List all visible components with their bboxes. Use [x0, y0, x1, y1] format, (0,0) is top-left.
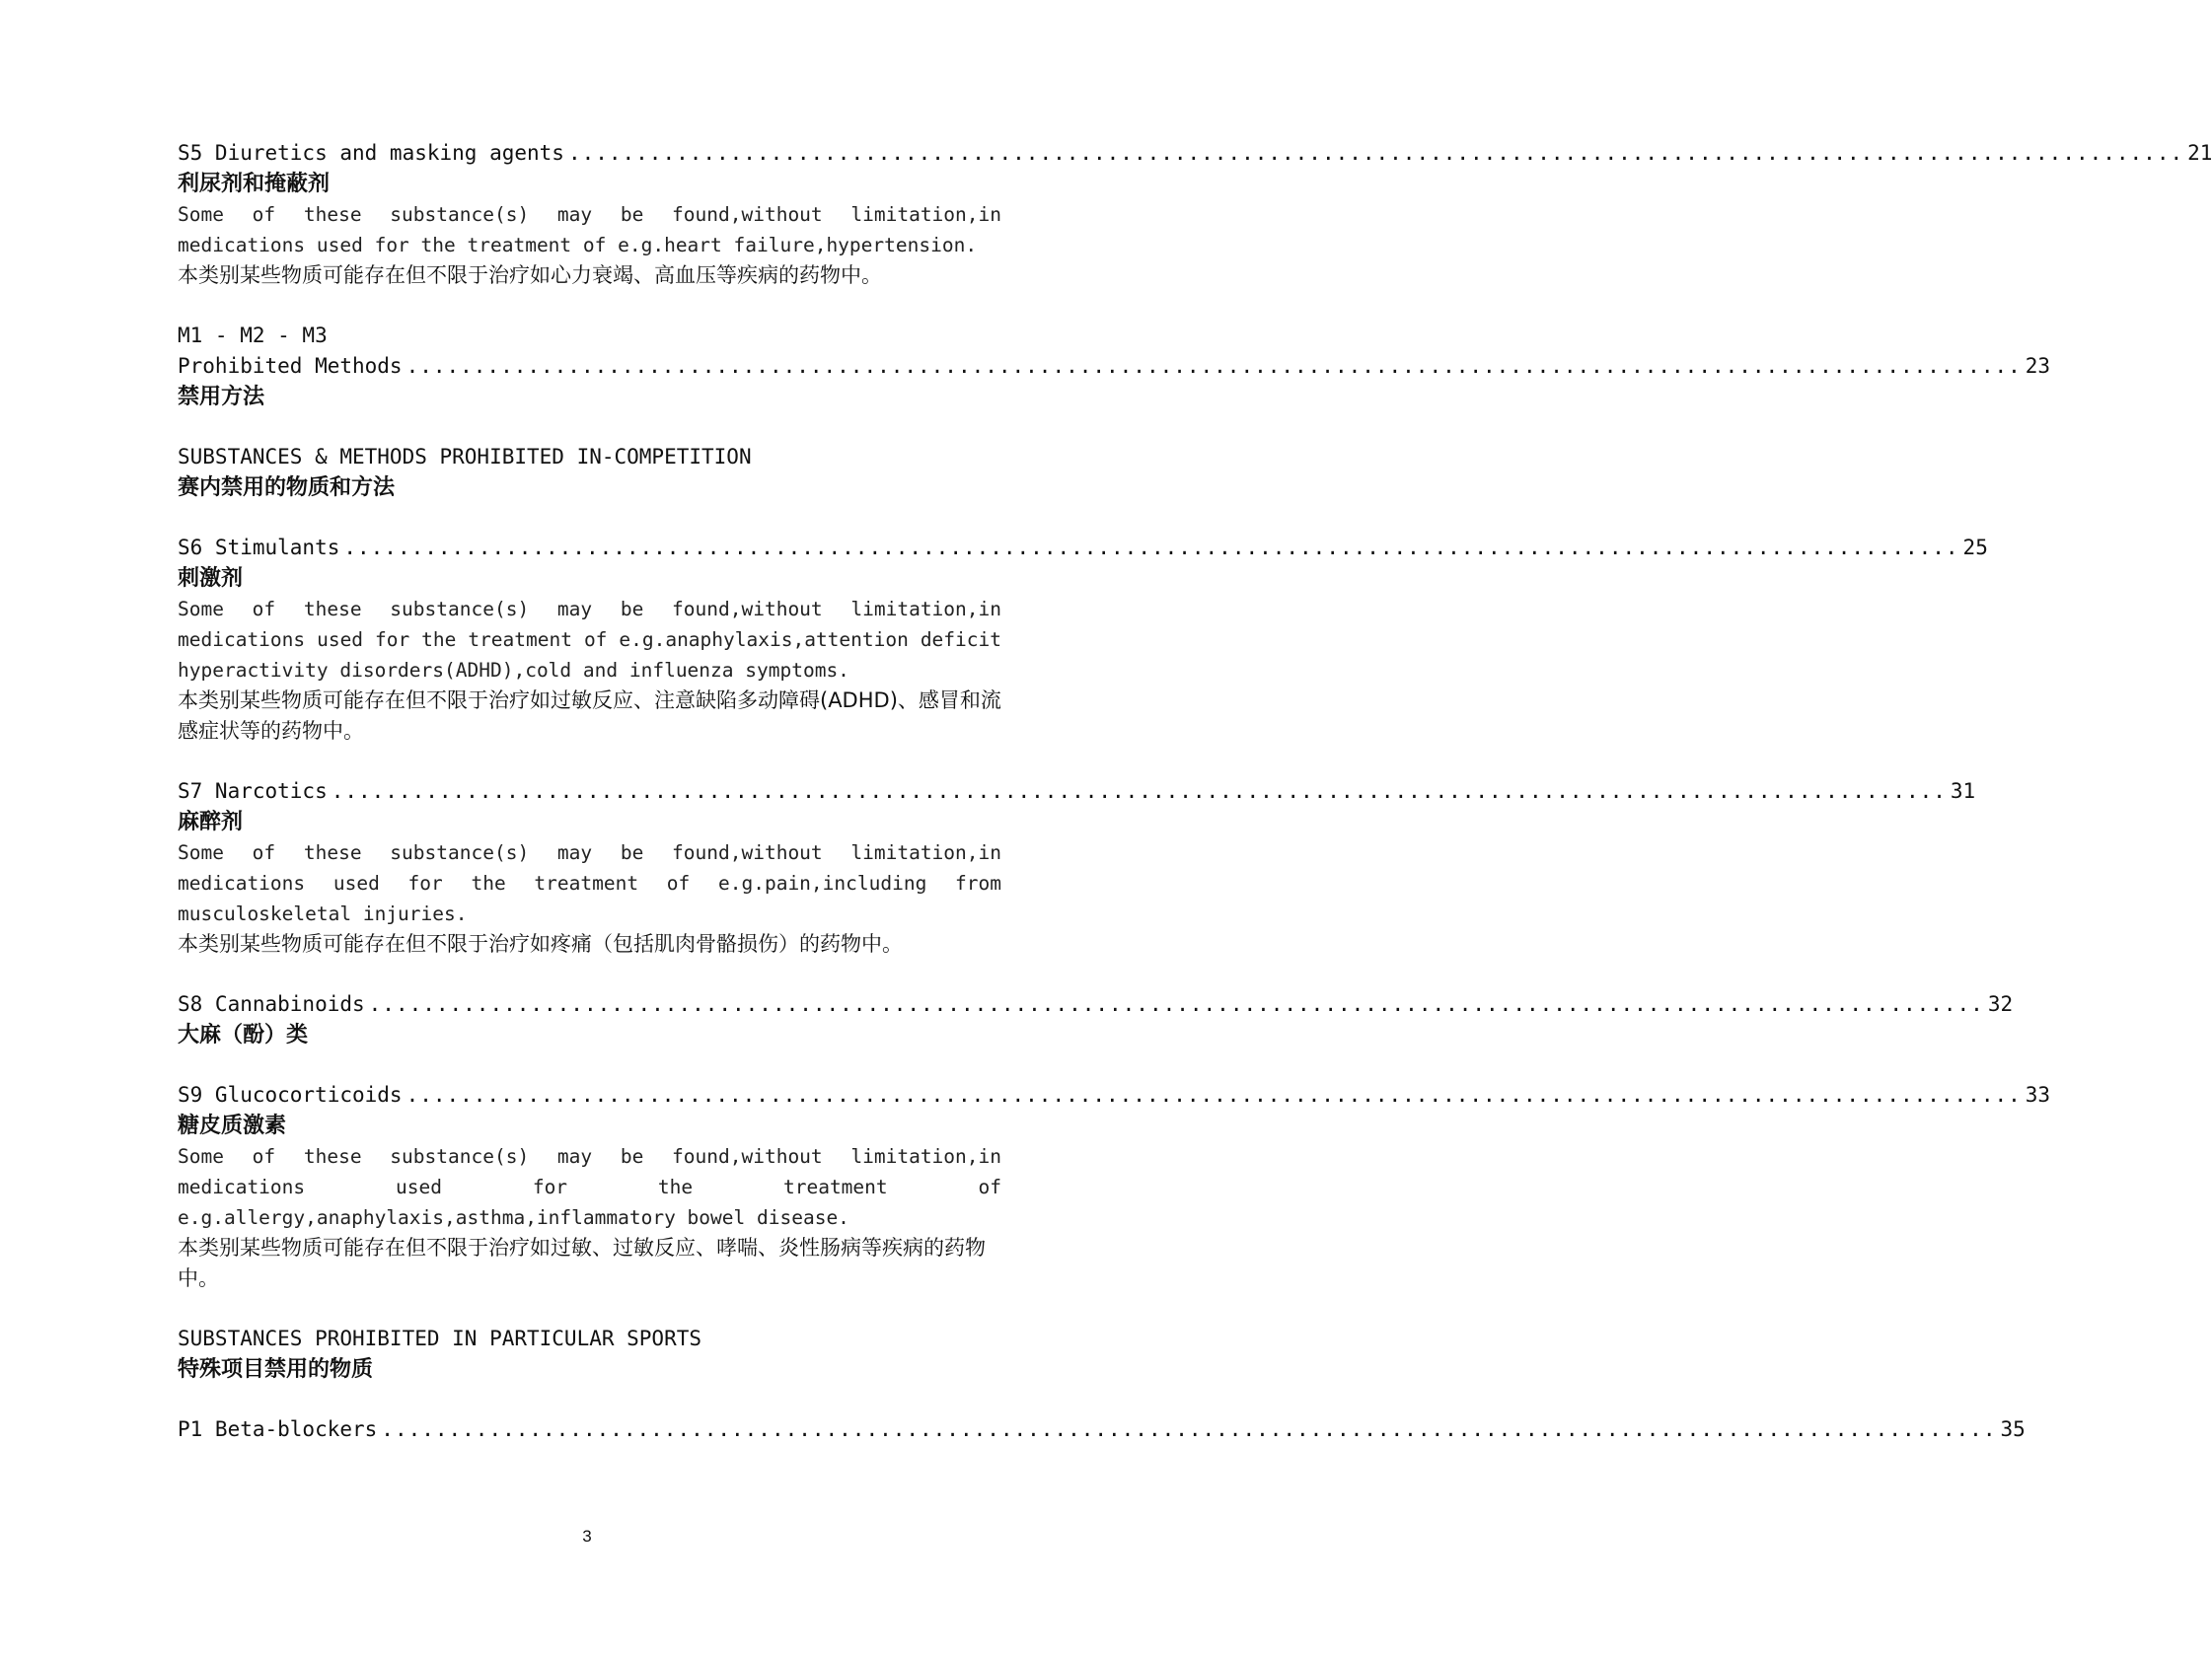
toc-page-number: 25 [1962, 536, 1988, 559]
toc-leader-dots: ........................................................................................................................ [406, 354, 2022, 378]
section-heading: SUBSTANCES PROHIBITED IN PARTICULAR SPORTS [178, 1327, 702, 1350]
toc-page-number: 35 [2000, 1417, 2026, 1441]
toc-title: Prohibited Methods [178, 354, 403, 378]
toc-line-s8[interactable] [178, 989, 2014, 1020]
toc-chinese-title: 糖皮质激素 [178, 1114, 287, 1138]
toc-section-in-competition [178, 442, 1001, 503]
toc-page-number: 32 [1987, 992, 2014, 1016]
toc-english-description: Some of these substance(s) may be found,without limitation,in medications used for the treatment of e.g.pain,including from musculoskeletal injuries. [178, 841, 1001, 925]
toc-chinese-title: 利尿剂和掩蔽剂 [178, 172, 331, 196]
toc-page-number: 31 [1950, 779, 1976, 803]
toc-title: P1 Beta-blockers [178, 1417, 378, 1441]
toc-page [178, 138, 2212, 1475]
toc-page-number: 33 [2025, 1083, 2051, 1107]
toc-line-s5[interactable] [178, 138, 2212, 169]
toc-entry-s6 [178, 533, 1988, 747]
toc-chinese-description: 本类别某些物质可能存在但不限于治疗如过敏、过敏反应、哮喘、炎性肠病等疾病的药物中。 [178, 1236, 986, 1290]
toc-entry-s8 [178, 989, 2014, 1050]
toc-chinese-title: 刺激剂 [178, 566, 244, 591]
toc-leader-dots: ........................................................................................................................ [331, 779, 1947, 803]
toc-entry-s5 [178, 138, 2212, 291]
section-heading: SUBSTANCES & METHODS PROHIBITED IN-COMPETITION [178, 445, 752, 469]
toc-title: S5 Diuretics and masking agents [178, 141, 564, 165]
toc-entry-s9 [178, 1080, 2051, 1294]
toc-entry-p1 [178, 1414, 2026, 1445]
toc-line-p1[interactable] [178, 1414, 2026, 1445]
toc-chinese-description: 本类别某些物质可能存在但不限于治疗如疼痛（包括肌肉骨骼损伤）的药物中。 [178, 932, 903, 956]
section-heading-chinese: 特殊项目禁用的物质 [178, 1357, 374, 1382]
toc-chinese-title: 麻醉剂 [178, 810, 244, 834]
toc-chinese-description: 本类别某些物质可能存在但不限于治疗如过敏反应、注意缺陷多动障碍(ADHD)、感冒和流感症状等的药物中。 [178, 688, 1001, 743]
toc-line-s6[interactable] [178, 533, 1988, 563]
toc-line-s9[interactable] [178, 1080, 2051, 1111]
toc-english-description: Some of these substance(s) may be found,without limitation,in medications used for the treatment of e.g.anaphylaxis,attention deficit hyperactivity disorders(ADHD),cold and influenza symptoms. [178, 598, 1001, 682]
toc-chinese-title: 禁用方法 [178, 385, 265, 409]
toc-title: S9 Glucocorticoids [178, 1083, 403, 1107]
section-heading-chinese: 赛内禁用的物质和方法 [178, 475, 396, 500]
toc-english-description: Some of these substance(s) may be found,without limitation,in medications used for the treatment of e.g.allergy,anaphylaxis,asthma,inflammatory bowel disease. [178, 1145, 1001, 1229]
toc-entry-s7 [178, 776, 1976, 960]
toc-leader-dots: ........................................................................................................................ [343, 536, 1959, 559]
toc-page-number: 21 [2187, 141, 2212, 165]
toc-title: S7 Narcotics [178, 779, 328, 803]
toc-line-s7[interactable] [178, 776, 1976, 807]
toc-section-particular-sports [178, 1324, 1001, 1385]
toc-leader-dots: ........................................................................................................................ [381, 1417, 1997, 1441]
toc-page-number: 23 [2025, 354, 2051, 378]
toc-leader-dots: ........................................................................................................................ [567, 141, 2184, 165]
toc-title: S6 Stimulants [178, 536, 340, 559]
toc-chinese-description: 本类别某些物质可能存在但不限于治疗如心力衰竭、高血压等疾病的药物中。 [178, 263, 882, 287]
toc-title: S8 Cannabinoids [178, 992, 365, 1016]
page-number: 3 [582, 1527, 592, 1546]
toc-leader-dots: ........................................................................................................................ [368, 992, 1984, 1016]
toc-leader-dots: ........................................................................................................................ [406, 1083, 2022, 1107]
toc-line-methods[interactable] [178, 351, 2051, 382]
toc-methods-codes: M1 - M2 - M3 [178, 324, 328, 347]
toc-chinese-title: 大麻（酚）类 [178, 1023, 309, 1047]
toc-entry-methods [178, 321, 2051, 412]
toc-english-description: Some of these substance(s) may be found,without limitation,in medications used for the treatment of e.g.heart failure,hypertension. [178, 203, 1001, 256]
